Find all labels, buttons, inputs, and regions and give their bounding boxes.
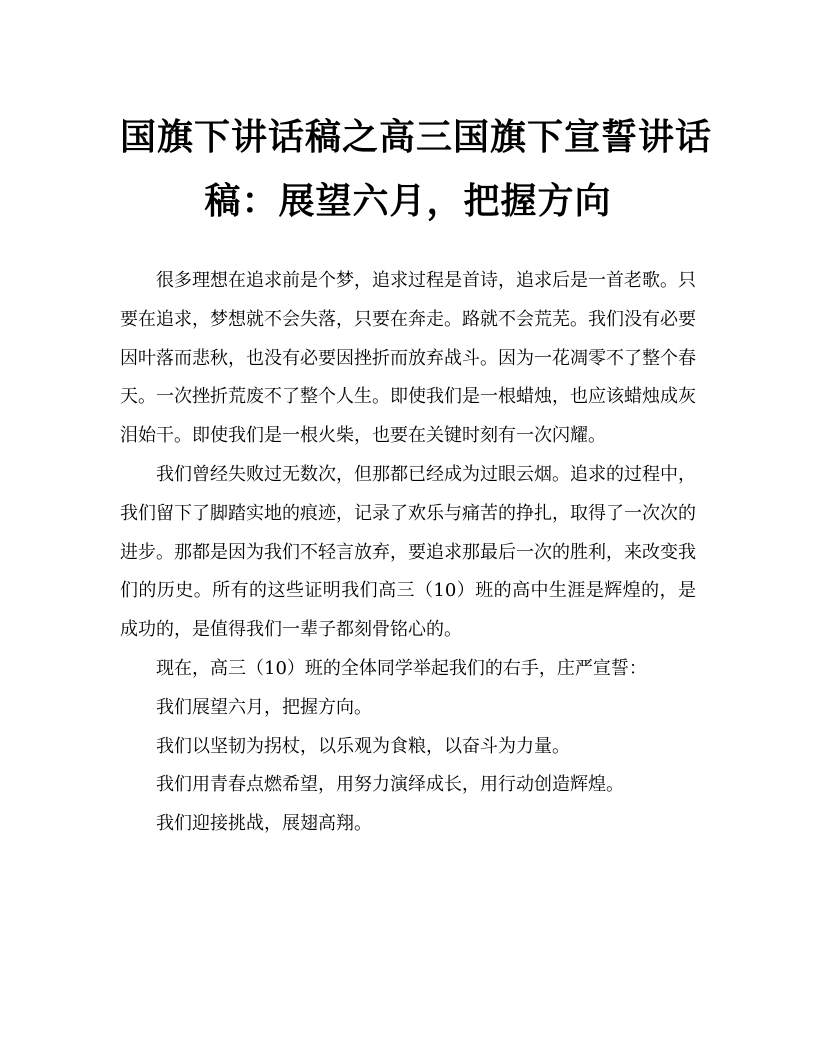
title-line-1: 国旗下讲话稿之高三国旗下宣誓讲话 xyxy=(120,116,713,158)
oath-line-3: 我们用青春点燃希望，用努力演绎成长，用行动创造辉煌。 xyxy=(156,774,624,796)
oath-intro: 现在，高三（10）班的全体同学举起我们的右手，庄严宣誓： xyxy=(156,657,647,679)
oath-line-2: 我们以坚韧为拐杖，以乐观为食粮，以奋斗为力量。 xyxy=(156,735,570,757)
document-body xyxy=(120,262,696,844)
title-line-2: 稿：展望六月，把握方向 xyxy=(204,180,612,222)
paragraph-1: 很多理想在追求前是个梦，追求过程是首诗，追求后是一首老歌。只要在追求，梦想就不会失落，只要在奔走。路就不会荒芜。我们没有必要因叶落而悲秋，也没有必要因挫折而放弃战斗。因为一花凋零不了整个春天。一次挫折荒废不了整个人生。即使我们是一根蜡烛，也应该蜡烛成灰泪始干。即使我们是一根火柴，也要在关键时刻有一次闪耀。 xyxy=(120,270,696,447)
oath-line-4: 我们迎接挑战，展翅高翔。 xyxy=(156,813,372,835)
document-title xyxy=(120,105,713,233)
paragraph-2: 我们曾经失败过无数次，但那都已经成为过眼云烟。追求的过程中，我们留下了脚踏实地的痕迹，记录了欢乐与痛苦的挣扎，取得了一次次的进步。那都是因为我们不轻言放弃，要追求那最后一次的胜利，来改变我们的历史。所有的这些证明我们高三（10）班的高中生涯是辉煌的，是成功的，是值得我们一辈子都刻骨铭心的。 xyxy=(120,463,696,641)
oath-line-1: 我们展望六月，把握方向。 xyxy=(156,696,372,718)
